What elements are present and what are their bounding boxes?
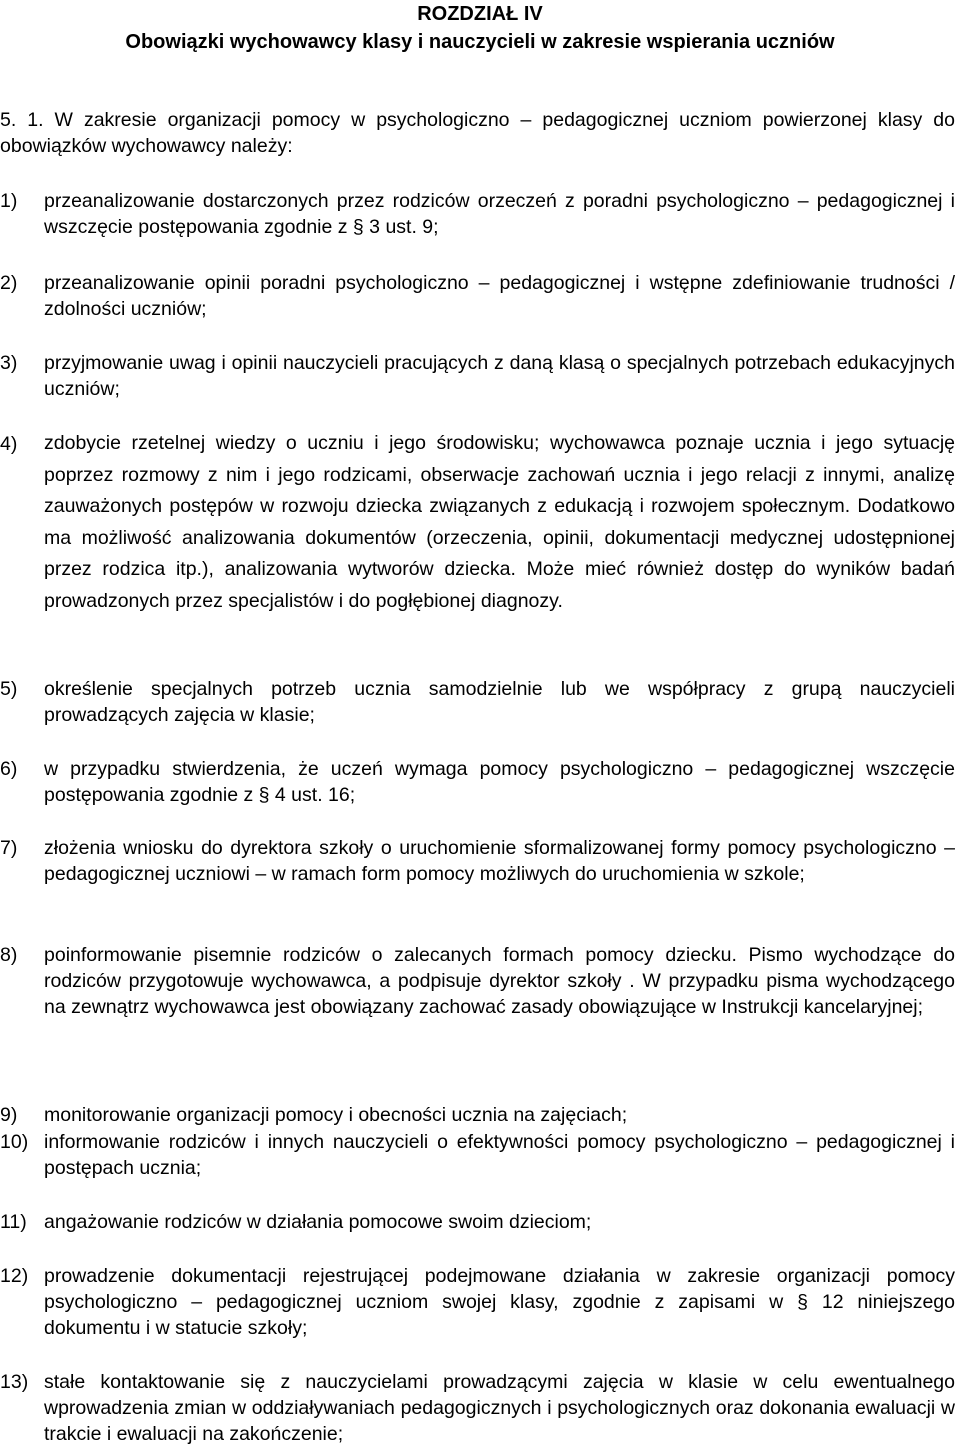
list-item-text: przyjmowanie uwag i opinii nauczycieli pracujących z daną klasą o specjalnych potrzebach edukacyjnych uczniów;	[44, 352, 955, 400]
list-item	[0, 428, 955, 617]
list-item	[0, 188, 955, 240]
list-item-number: 12)	[0, 1265, 29, 1287]
list-item-text: przeanalizowanie dostarczonych przez rodziców orzeczeń z poradni psychologiczno – pedagogicznej i wszczęcie postępowania zgodnie z § 3 ust. 9;	[44, 190, 955, 238]
list-item-text: w przypadku stwierdzenia, że uczeń wymaga pomocy psychologiczno – pedagogicznej wszczęcie postępowania zgodnie z § 4 ust. 16;	[44, 758, 955, 806]
list-item	[0, 1263, 955, 1341]
list-item-text: stałe kontaktowanie się z nauczycielami prowadzącymi zajęcia w klasie w celu ewentualnego wprowadzenia zmian w oddziaływaniach pedagogicznych i psychologicznych oraz dokonania ewaluacji w trakcie i ewaluacji na zakończenie;	[44, 1371, 955, 1445]
list-item	[0, 942, 955, 1020]
list-item-text: informowanie rodziców i innych nauczycieli o efektywności pomocy psychologiczno – pedagogicznej i postępach ucznia;	[44, 1131, 955, 1179]
list-item-text: przeanalizowanie opinii poradni psychologiczno – pedagogicznej i wstępne zdefiniowanie trudności / zdolności uczniów;	[44, 272, 955, 320]
list-item-number: 10)	[0, 1131, 29, 1153]
list-item-text: złożenia wniosku do dyrektora szkoły o uruchomienie sformalizowanej formy pomocy psychologiczno – pedagogicznej uczniowi – w ramach form pomocy możliwych do uruchomienia w szkole;	[44, 837, 955, 885]
list-item-number: 5)	[0, 678, 18, 700]
list-item-number: 6)	[0, 758, 18, 780]
list-item	[0, 270, 955, 322]
list-item	[0, 1209, 955, 1235]
list-item-number: 4)	[0, 433, 18, 455]
list-item-number: 7)	[0, 837, 18, 859]
list-item-number: 2)	[0, 272, 18, 294]
list-item-text: zdobycie rzetelnej wiedzy o uczniu i jego środowisku; wychowawca poznaje ucznia i jego sytuację poprzez rozmowy z nim i jego rodzicami, obserwacje zachowań ucznia i jego relacji z innymi, analizę zauważonych postępów w rozwoju dziecka związanych z edukacją i rozwojem społecznym. Dodatkowo ma możliwość analizowania dokumentów (orzeczenia, opinii, dokumentacji medycznej udostępnionej przez rodzica itp.), analizowania wytworów dziecka. Może mieć również dostęp do wyników badań prowadzonych przez specjalistów i do pogłębionej diagnozy.	[44, 432, 955, 612]
intro-paragraph: 5. 1. W zakresie organizacji pomocy w psychologiczno – pedagogicznej uczniom powierzonej klasy do obowiązków wychowawcy należy:	[0, 109, 955, 157]
list-item	[0, 1129, 955, 1181]
list-item-number: 1)	[0, 190, 18, 212]
list-item	[0, 676, 955, 728]
list-item	[0, 350, 955, 402]
list-item	[0, 1102, 955, 1128]
list-item-text: monitorowanie organizacji pomocy i obecności ucznia na zajęciach;	[44, 1104, 628, 1126]
list-item	[0, 756, 955, 808]
list-item-text: poinformowanie pisemnie rodziców o zalecanych formach pomocy dziecku. Pismo wychodzące do rodziców przygotowuje wychowawca, a podpisuje dyrektor szkoły . W przypadku pisma wychodzącego na zewnątrz wychowawca jest obowiązany zachować zasady obowiązujące w Instrukcji kancelaryjnej;	[44, 944, 955, 1018]
chapter-heading: ROZDZIAŁ IV	[417, 3, 543, 25]
list-item-text: określenie specjalnych potrzeb ucznia samodzielnie lub we współpracy z grupą nauczycieli prowadzących zajęcia w klasie;	[44, 678, 955, 726]
list-item-number: 13)	[0, 1371, 29, 1393]
list-item-number: 9)	[0, 1104, 18, 1126]
chapter-title: Obowiązki wychowawcy klasy i nauczycieli w zakresie wspierania uczniów	[125, 31, 835, 53]
list-item	[0, 835, 955, 887]
list-item-number: 8)	[0, 944, 18, 966]
list-item-text: prowadzenie dokumentacji rejestrującej podejmowane działania w zakresie organizacji pomocy psychologiczno – pedagogicznej uczniom swojej klasy, zgodnie z zapisami w § 12 niniejszego dokumentu i w statucie szkoły;	[44, 1265, 955, 1339]
list-item-number: 3)	[0, 352, 18, 374]
list-item	[0, 1369, 955, 1447]
list-item-text: angażowanie rodziców w działania pomocowe swoim dzieciom;	[44, 1211, 592, 1233]
list-item-number: 11)	[0, 1211, 27, 1233]
